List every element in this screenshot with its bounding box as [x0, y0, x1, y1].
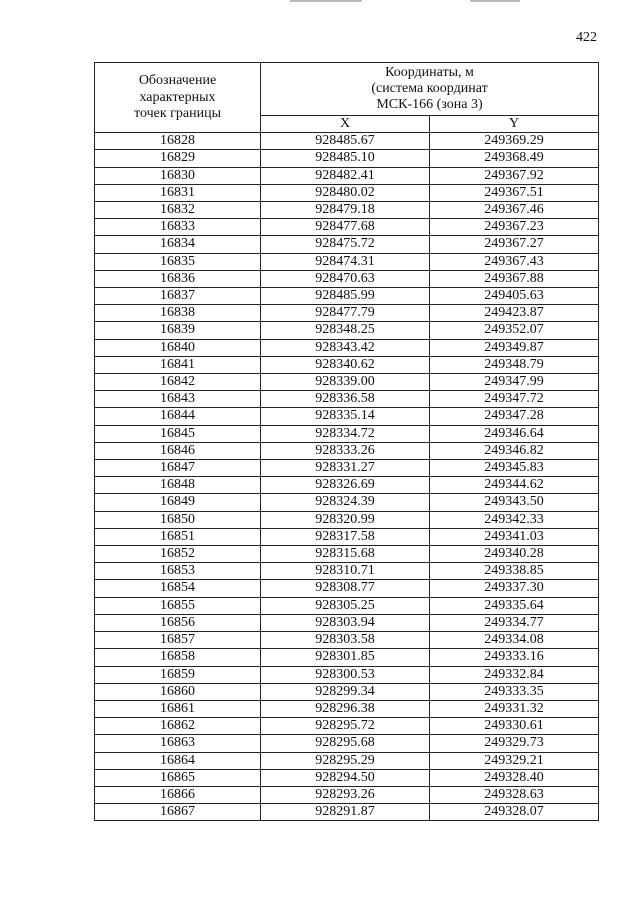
point-id-cell: 16850 — [95, 511, 261, 528]
table-row — [95, 804, 599, 821]
y-coordinate-cell: 249346.82 — [430, 442, 599, 459]
point-id-cell: 16844 — [95, 408, 261, 425]
y-coordinate-cell: 249423.87 — [430, 305, 599, 322]
y-coordinate-cell: 249348.79 — [430, 356, 599, 373]
table-row — [95, 202, 599, 219]
scan-artifact-line — [470, 0, 520, 2]
x-coordinate-cell: 928485.10 — [261, 150, 430, 167]
x-coordinate-cell: 928474.31 — [261, 253, 430, 270]
point-id-cell: 16836 — [95, 270, 261, 287]
point-id-cell: 16837 — [95, 288, 261, 305]
x-coordinate-cell: 928299.34 — [261, 683, 430, 700]
table-row — [95, 597, 599, 614]
scan-artifact-line — [290, 0, 362, 2]
point-id-cell: 16835 — [95, 253, 261, 270]
x-coordinate-cell: 928335.14 — [261, 408, 430, 425]
y-coordinate-cell: 249343.50 — [430, 494, 599, 511]
y-coordinate-cell: 249329.21 — [430, 752, 599, 769]
point-id-cell: 16848 — [95, 477, 261, 494]
point-id-cell: 16855 — [95, 597, 261, 614]
x-coordinate-cell: 928300.53 — [261, 666, 430, 683]
header-line: точек границы — [134, 105, 221, 121]
y-column-header: Y — [430, 116, 599, 133]
x-coordinate-cell: 928477.68 — [261, 219, 430, 236]
x-coordinate-cell: 928296.38 — [261, 700, 430, 717]
point-id-cell: 16856 — [95, 614, 261, 631]
header-line: МСК-166 (зона 3) — [376, 97, 483, 113]
x-coordinate-cell: 928333.26 — [261, 442, 430, 459]
x-coordinate-cell: 928308.77 — [261, 580, 430, 597]
x-coordinate-cell: 928326.69 — [261, 477, 430, 494]
x-coordinate-cell: 928295.72 — [261, 718, 430, 735]
table-row — [95, 219, 599, 236]
x-coordinate-cell: 928485.99 — [261, 288, 430, 305]
point-id-cell: 16861 — [95, 700, 261, 717]
table-row — [95, 700, 599, 717]
table-row — [95, 339, 599, 356]
x-coordinate-cell: 928303.58 — [261, 632, 430, 649]
point-id-cell: 16849 — [95, 494, 261, 511]
point-id-cell: 16838 — [95, 305, 261, 322]
point-id-cell: 16843 — [95, 391, 261, 408]
table-row — [95, 649, 599, 666]
point-id-cell: 16860 — [95, 683, 261, 700]
x-coordinate-cell: 928348.25 — [261, 322, 430, 339]
table-row — [95, 305, 599, 322]
table-row — [95, 270, 599, 287]
point-id-cell: 16857 — [95, 632, 261, 649]
x-coordinate-cell: 928301.85 — [261, 649, 430, 666]
y-coordinate-cell: 249369.29 — [430, 133, 599, 150]
coordinates-table — [94, 62, 599, 821]
point-id-cell: 16846 — [95, 442, 261, 459]
table-row — [95, 718, 599, 735]
y-coordinate-cell: 249352.07 — [430, 322, 599, 339]
table-row — [95, 580, 599, 597]
table-row — [95, 477, 599, 494]
table-row — [95, 356, 599, 373]
x-coordinate-cell: 928310.71 — [261, 563, 430, 580]
header-line: (система координат — [371, 80, 488, 96]
y-coordinate-cell: 249342.33 — [430, 511, 599, 528]
point-id-cell: 16842 — [95, 374, 261, 391]
x-coordinate-cell: 928320.99 — [261, 511, 430, 528]
table-body — [95, 133, 599, 821]
x-coordinate-cell: 928480.02 — [261, 184, 430, 201]
y-coordinate-cell: 249345.83 — [430, 460, 599, 477]
y-coordinate-cell: 249333.16 — [430, 649, 599, 666]
table-row — [95, 391, 599, 408]
point-id-cell: 16854 — [95, 580, 261, 597]
y-coordinate-cell: 249332.84 — [430, 666, 599, 683]
point-id-cell: 16865 — [95, 769, 261, 786]
coordinates-header — [261, 63, 599, 116]
y-coordinate-cell: 249367.88 — [430, 270, 599, 287]
table-row — [95, 460, 599, 477]
table-row — [95, 546, 599, 563]
page-number: 422 — [576, 30, 597, 45]
x-coordinate-cell: 928293.26 — [261, 786, 430, 803]
x-coordinate-cell: 928295.29 — [261, 752, 430, 769]
x-coordinate-cell: 928303.94 — [261, 614, 430, 631]
table-row — [95, 253, 599, 270]
y-coordinate-cell: 249333.35 — [430, 683, 599, 700]
y-coordinate-cell: 249329.73 — [430, 735, 599, 752]
y-coordinate-cell: 249347.72 — [430, 391, 599, 408]
y-coordinate-cell: 249367.51 — [430, 184, 599, 201]
y-coordinate-cell: 249334.08 — [430, 632, 599, 649]
x-coordinate-cell: 928331.27 — [261, 460, 430, 477]
table-row — [95, 167, 599, 184]
header-line: характерных — [139, 89, 216, 105]
x-coordinate-cell: 928477.79 — [261, 305, 430, 322]
point-id-cell: 16851 — [95, 528, 261, 545]
point-id-cell: 16867 — [95, 804, 261, 821]
point-id-cell: 16840 — [95, 339, 261, 356]
table-row — [95, 614, 599, 631]
point-id-cell: 16833 — [95, 219, 261, 236]
x-coordinate-cell: 928291.87 — [261, 804, 430, 821]
y-coordinate-cell: 249346.64 — [430, 425, 599, 442]
point-id-cell: 16829 — [95, 150, 261, 167]
x-coordinate-cell: 928315.68 — [261, 546, 430, 563]
x-coordinate-cell: 928479.18 — [261, 202, 430, 219]
table-row — [95, 236, 599, 253]
x-coordinate-cell: 928485.67 — [261, 133, 430, 150]
x-coordinate-cell: 928324.39 — [261, 494, 430, 511]
table-row — [95, 374, 599, 391]
point-column-header — [95, 63, 261, 133]
table-row — [95, 288, 599, 305]
table-row — [95, 494, 599, 511]
table-row — [95, 563, 599, 580]
point-id-cell: 16834 — [95, 236, 261, 253]
table-row — [95, 150, 599, 167]
y-coordinate-cell: 249330.61 — [430, 718, 599, 735]
y-coordinate-cell: 249367.46 — [430, 202, 599, 219]
x-coordinate-cell: 928475.72 — [261, 236, 430, 253]
table-header-row — [95, 63, 599, 116]
table-row — [95, 442, 599, 459]
x-coordinate-cell: 928317.58 — [261, 528, 430, 545]
table-row — [95, 322, 599, 339]
x-coordinate-cell: 928295.68 — [261, 735, 430, 752]
y-coordinate-cell: 249328.63 — [430, 786, 599, 803]
y-coordinate-cell: 249344.62 — [430, 477, 599, 494]
table-row — [95, 632, 599, 649]
y-coordinate-cell: 249334.77 — [430, 614, 599, 631]
y-coordinate-cell: 249405.63 — [430, 288, 599, 305]
y-coordinate-cell: 249347.28 — [430, 408, 599, 425]
point-id-cell: 16831 — [95, 184, 261, 201]
table-row — [95, 769, 599, 786]
x-coordinate-cell: 928334.72 — [261, 425, 430, 442]
table-row — [95, 184, 599, 201]
point-id-cell: 16864 — [95, 752, 261, 769]
y-coordinate-cell: 249367.23 — [430, 219, 599, 236]
table-row — [95, 666, 599, 683]
point-id-cell: 16859 — [95, 666, 261, 683]
point-id-cell: 16828 — [95, 133, 261, 150]
y-coordinate-cell: 249328.07 — [430, 804, 599, 821]
table-row — [95, 425, 599, 442]
x-coordinate-cell: 928340.62 — [261, 356, 430, 373]
y-coordinate-cell: 249335.64 — [430, 597, 599, 614]
point-id-cell: 16866 — [95, 786, 261, 803]
x-coordinate-cell: 928470.63 — [261, 270, 430, 287]
x-coordinate-cell: 928305.25 — [261, 597, 430, 614]
header-line: Обозначение — [138, 73, 217, 89]
x-coordinate-cell: 928482.41 — [261, 167, 430, 184]
x-coordinate-cell: 928343.42 — [261, 339, 430, 356]
y-coordinate-cell: 249349.87 — [430, 339, 599, 356]
table-row — [95, 133, 599, 150]
y-coordinate-cell: 249338.85 — [430, 563, 599, 580]
y-coordinate-cell: 249367.27 — [430, 236, 599, 253]
point-id-cell: 16862 — [95, 718, 261, 735]
table-row — [95, 752, 599, 769]
point-id-cell: 16858 — [95, 649, 261, 666]
y-coordinate-cell: 249340.28 — [430, 546, 599, 563]
table-row — [95, 528, 599, 545]
y-coordinate-cell: 249368.49 — [430, 150, 599, 167]
point-id-cell: 16832 — [95, 202, 261, 219]
x-coordinate-cell: 928339.00 — [261, 374, 430, 391]
point-id-cell: 16853 — [95, 563, 261, 580]
y-coordinate-cell: 249328.40 — [430, 769, 599, 786]
table-row — [95, 735, 599, 752]
header-line: Координаты, м — [385, 64, 474, 80]
x-coordinate-cell: 928336.58 — [261, 391, 430, 408]
point-id-cell: 16841 — [95, 356, 261, 373]
point-id-cell: 16839 — [95, 322, 261, 339]
table-row — [95, 511, 599, 528]
table-row — [95, 786, 599, 803]
point-id-cell: 16830 — [95, 167, 261, 184]
y-coordinate-cell: 249347.99 — [430, 374, 599, 391]
y-coordinate-cell: 249367.92 — [430, 167, 599, 184]
point-id-cell: 16847 — [95, 460, 261, 477]
y-coordinate-cell: 249367.43 — [430, 253, 599, 270]
y-coordinate-cell: 249331.32 — [430, 700, 599, 717]
point-id-cell: 16863 — [95, 735, 261, 752]
y-coordinate-cell: 249341.03 — [430, 528, 599, 545]
point-id-cell: 16845 — [95, 425, 261, 442]
x-coordinate-cell: 928294.50 — [261, 769, 430, 786]
table-row — [95, 408, 599, 425]
table-row — [95, 683, 599, 700]
x-column-header: X — [261, 116, 430, 133]
y-coordinate-cell: 249337.30 — [430, 580, 599, 597]
point-id-cell: 16852 — [95, 546, 261, 563]
